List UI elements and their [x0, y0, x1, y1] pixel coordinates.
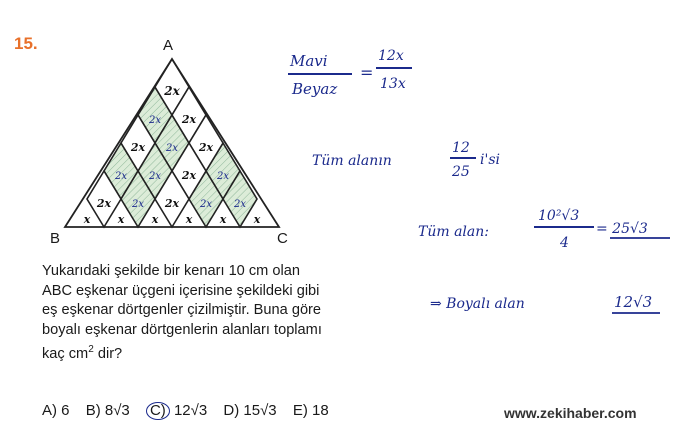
question-line: ABC eşkenar üçgeni içerisine şekildeki gibi — [42, 282, 320, 299]
note-12root3: 12√3 — [614, 293, 653, 311]
mark-small: x — [219, 213, 227, 226]
mark-white: 2x — [181, 113, 197, 126]
note-den-13x: 13x — [380, 76, 406, 92]
vertex-c-label: C — [277, 230, 288, 247]
question-line: eş eşkenar dörtgenler çizilmiştir. Buna göre — [42, 302, 322, 319]
mark-white: 2x — [96, 197, 112, 210]
note-mavi: Mavi — [290, 52, 328, 70]
note-beyaz: Beyaz — [292, 80, 338, 98]
mark-shaded: 2x — [148, 115, 162, 126]
handwritten-solution — [280, 30, 680, 330]
note-si: i'si — [480, 152, 500, 168]
note-den-4: 4 — [560, 235, 569, 251]
mark-white: 2x — [198, 141, 214, 154]
choice-d[interactable]: D) 15√3 — [223, 402, 277, 419]
note-tum-alan: Tüm alan: — [418, 224, 489, 240]
mark-white: 2x — [130, 141, 146, 154]
question-line: boyalı eşkenar dörtgenlerin alanları toplamı — [42, 321, 322, 338]
mark-small: x — [151, 213, 159, 226]
mark-shaded: 2x — [199, 199, 213, 210]
mark-small: x — [117, 213, 125, 226]
triangle-figure — [60, 50, 290, 236]
circled-answer-mark: C) — [146, 402, 170, 420]
choice-b[interactable]: B) 8√3 — [85, 402, 130, 419]
mark-small: x — [83, 213, 91, 226]
vertex-b-label: B — [50, 230, 61, 247]
svg-text:=: = — [360, 63, 374, 82]
mark-white: 2x — [164, 197, 180, 210]
mark-shaded: 2x — [114, 171, 128, 182]
vertex-a-label: A — [163, 37, 174, 54]
question-line: kaç $cm^2$ dir? — [42, 344, 123, 363]
mark-shaded: 2x — [165, 143, 179, 154]
choice-e[interactable]: E) 18 — [292, 402, 329, 419]
mark-shaded: 2x — [131, 199, 145, 210]
choice-c[interactable]: C) 12√3 — [146, 402, 207, 419]
question-line: Yukarıdaki şekilde bir kenarı 10 cm olan — [42, 263, 300, 279]
mark-small: x — [253, 213, 261, 226]
site-footer: www.zekihaber.com — [504, 405, 637, 421]
note-num-12: 12 — [452, 140, 470, 156]
note-10sq-root3: 10²√3 — [538, 208, 580, 224]
mark-small: x — [185, 213, 193, 226]
choice-a[interactable]: A) 6 — [42, 402, 70, 419]
note-tum-alanin: Tüm alanın — [312, 153, 392, 169]
note-den-25: 25 — [452, 164, 470, 180]
mark-shaded: 2x — [216, 171, 230, 182]
mark-top: 2x — [164, 84, 180, 98]
answer-choices — [42, 402, 341, 420]
note-num-12x: 12x — [378, 48, 404, 64]
note-boyali-alan: ⇒ Boyalı alan — [430, 296, 525, 312]
note-25root3: = 25√3 — [596, 221, 648, 237]
mark-shaded: 2x — [148, 171, 162, 182]
mark-white: 2x — [181, 169, 197, 182]
question-number: 15. — [14, 34, 38, 53]
mark-shaded: 2x — [233, 199, 247, 210]
